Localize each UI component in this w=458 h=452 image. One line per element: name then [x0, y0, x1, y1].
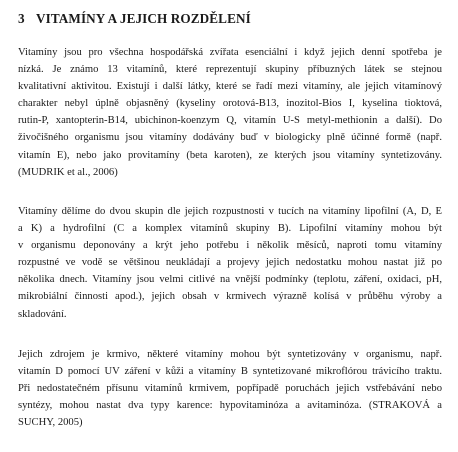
text-line: charakter nebyl úplně objasněný (kyseliny orotová-B13, inozitol-Bios I, kyselina tioktová, — [18, 98, 442, 110]
text-line: v organismu deponovány a krýt jeho potřebu i několik měsíců, naproti tomu vitamíny — [18, 240, 442, 252]
paragraph-vitamin-classification — [18, 203, 442, 323]
text-line: skladování. — [18, 308, 67, 320]
section-number: 3 — [18, 11, 25, 26]
text-line: (MUDRIK et al., 2006) — [18, 166, 118, 178]
text-line: Jejich zdrojem je krmivo, některé vitamíny mohou být syntetizovány v organismu, např. — [18, 349, 442, 360]
section-heading — [18, 11, 251, 27]
text-line: rutin-P, xantopterin-B14, ubichinon-koenzym Q, vitamín U-S metyl-methionin a další). Do — [18, 115, 442, 127]
text-line: a K) a hydrofilní (C a komplex vitamínů skupiny B). Lipofilní vitamíny mohou být — [18, 223, 442, 235]
text-line: mikrobiální činnosti apod.), jejich obsah v krmivech výrazně kolísá v průběhu výroby a — [18, 291, 442, 303]
text-line: syntézy, mohou nastat dva typy karence: hypovitaminóza a avitaminóza. (STRAKOVÁ a — [18, 400, 442, 412]
text-line: vitamín E), nebo jako provitamíny (beta karoten), ze kterých jsou vitamíny syntetizovány. — [18, 149, 442, 161]
text-line: SUCHY, 2005) — [18, 417, 83, 429]
text-line: několika dnech. Vitamíny jsou velmi citlivé na vnější podmínky (teplotu, záření, oxidaci, pH, — [18, 274, 442, 286]
paragraph-vitamins-intro — [18, 44, 442, 181]
text-line: vitamín D pomocí UV záření v kůži a vitamíny B syntetizované mikroflórou trávicího traktu. — [18, 366, 442, 378]
text-line: nízká. Je známo 13 vitamínů, které reprezentují skupiny příbuzných látek se stejnou — [18, 64, 442, 76]
text-line: Vitamíny jsou pro všechna hospodářská zvířata esenciální i když jejich denní spotřeba je — [18, 47, 442, 58]
text-line: Při nedostatečném přísunu vitamínů krmivem, popřípadě poruchách jejich vstřebávání nebo — [18, 383, 442, 395]
text-line: kvalitativní aktivitou. Existují i další látky, které se řadí mezi vitamíny, ale jejich vitamínový — [18, 81, 442, 93]
section-title: VITAMÍNY A JEJICH ROZDĚLENÍ — [36, 11, 251, 26]
text-line: živočišného organismu jsou vitamíny dodávány buď v biologicky plně účinné formě (např. — [18, 132, 442, 144]
text-line: Vitamíny dělíme do dvou skupin dle jejich rozpustnosti v tucích na vitamíny lipofilní (A, D, E — [18, 206, 442, 217]
paragraph-vitamin-sources — [18, 346, 442, 431]
text-line: rozpustné ve vodě se většinou neukládají a projevy jejich nedostatku mohou nastat již po — [18, 257, 442, 269]
